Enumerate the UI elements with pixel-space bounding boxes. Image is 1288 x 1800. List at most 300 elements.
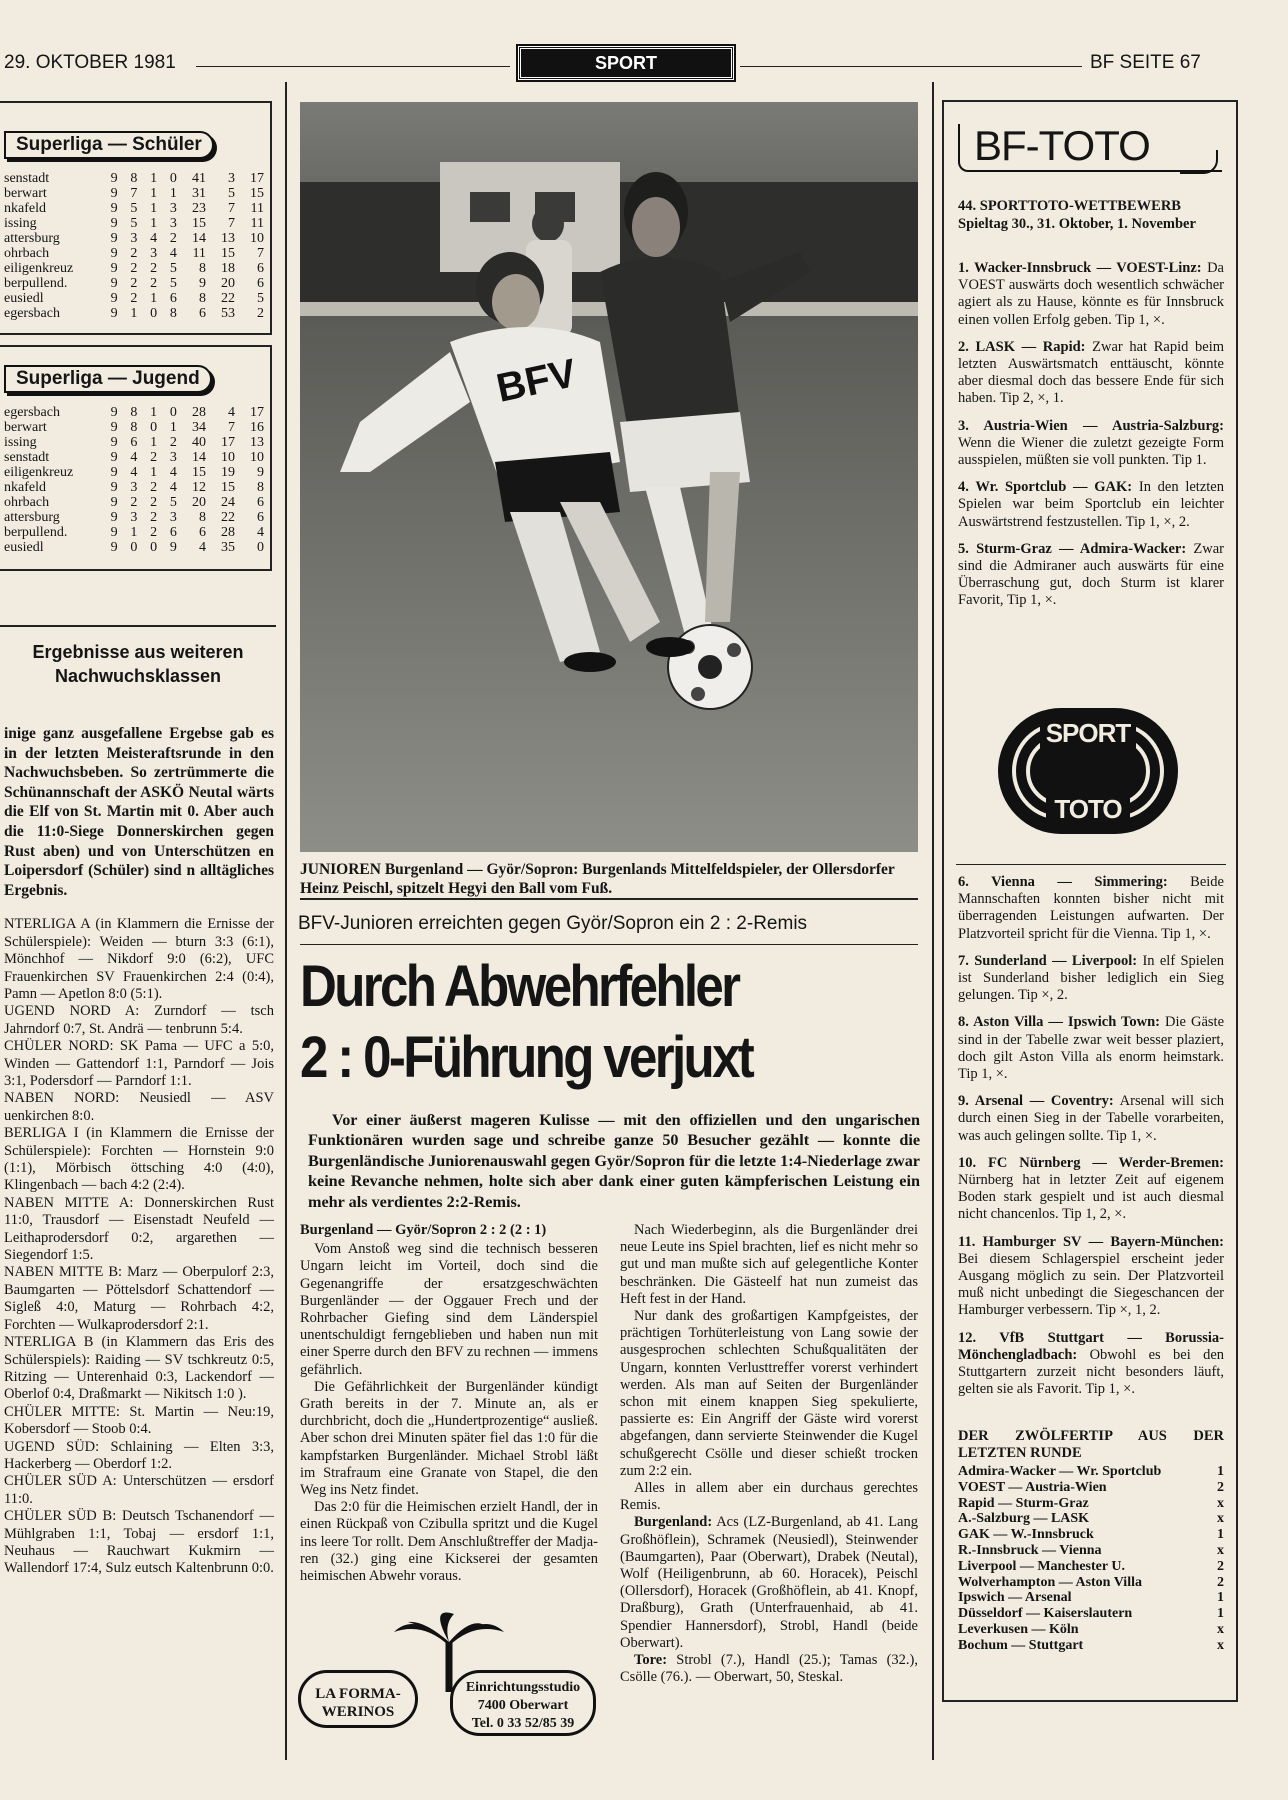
stat-cell: 1 (150, 216, 158, 231)
zwoelfertip-result: 1 (1217, 1464, 1224, 1479)
zwoelfertip-row (958, 1606, 1224, 1622)
zwoelfertip-result: x (1217, 1495, 1224, 1511)
schueler-table-title: Superliga — Schüler (4, 131, 214, 159)
stat-cell: 9 (110, 171, 118, 186)
headline-line-1: Durch Abwehrfehler (300, 954, 739, 1019)
stat-cell: 2 (150, 261, 158, 276)
stat-cell: 20 (220, 276, 235, 291)
stat-cell: 9 (110, 525, 118, 540)
stat-cell: 2 (169, 231, 177, 246)
zwoelfertip-match: Liverpool — Manchester U. (958, 1558, 1125, 1574)
zwoelfertip-row (958, 1590, 1224, 1606)
zwoelfertip-table (958, 1464, 1224, 1654)
tore-paragraph (620, 1652, 918, 1686)
stat-cell: 6 (257, 261, 264, 276)
standings-row (0, 246, 268, 261)
ad-right-badge (450, 1670, 596, 1736)
ad-left-badge (298, 1670, 418, 1728)
header-rule-right (740, 66, 1082, 67)
standings-row (0, 540, 268, 555)
toto-comment: Bei diesem Schlagerspiel erscheint jeder Ausgang möglich zu sein. Der Platzvorteil muß nicht unbedingt die Siegeschancen der Hamburger verbessern. Tip ×, 1, 2. (958, 1250, 1224, 1319)
stat-cell: 9 (110, 276, 118, 291)
stat-cell: 2 (150, 450, 158, 465)
stat-cell: 3 (169, 216, 177, 231)
stat-cell: 2 (150, 525, 158, 540)
stat-cell: 9 (110, 261, 118, 276)
standings-row (0, 480, 268, 495)
stat-cell: 35 (220, 540, 235, 555)
zwoelfertip-row (958, 1496, 1224, 1512)
match-photo-image (300, 102, 918, 852)
toto-subtitle-1: 44. SPORTTOTO-WETTBEWERB (958, 198, 1181, 214)
zwoelfertip-match: Wolverhampton — Aston Villa (958, 1574, 1142, 1590)
stat-cell: 14 (191, 231, 206, 246)
zwoelfertip-row (958, 1511, 1224, 1527)
stat-cell: 9 (110, 510, 118, 525)
team-name: berwart (4, 186, 47, 201)
toto-comment: Obwohl es bei den Stuttgartern zurzeit nicht besonders läuft, gelten sie als Favorit. Tip 1, ×. (958, 1346, 1225, 1398)
zwoelfertip-match: Ipswich — Arsenal (958, 1590, 1072, 1606)
stat-cell: 9 (110, 495, 118, 510)
stat-cell: 1 (130, 306, 138, 321)
stat-cell: 14 (191, 450, 206, 465)
result-paragraph: NABEN MITTE A: Donnerskirchen Rust 11:0, Trausdorf — Eisenstadt Neufeld — Leithaprodersdorf 0:2, argarethen — Siegendorf 1:5. (4, 1194, 274, 1264)
article-column-1 (300, 1222, 598, 1585)
stat-cell: 9 (169, 540, 177, 555)
team-name: attersburg (4, 510, 60, 525)
toto-comment: Da VOEST auswärts doch wesentlich schwächer agiert als zu Hause, könnte es für Innsbruck einen vollen Erfolg geben. Tip 1, ×. (958, 260, 1224, 328)
stat-cell: 8 (198, 510, 206, 525)
result-paragraph: NTERLIGA A (in Klammern die Ernisse der Schülerspiele): Weiden — bturn 3:3 (6:1), Mönchhof — Nikdorf 9:0 (6:2), UFC Frauenkirchen SV Frauenkirchen 2:4 (0:4), Pamn — Apetlon 8:0 (5:1). (4, 916, 274, 1002)
toto-comment: Die Gäste sind in der Tabelle zwar weit besser plaziert, doch gilt Aston Villa als enorm heimstark. Tip 1, ×. (958, 1014, 1225, 1083)
stat-cell: 9 (110, 246, 118, 261)
zwoelfertip-result: 2 (1217, 1558, 1224, 1574)
stat-cell: 3 (130, 480, 138, 495)
stat-cell: 7 (130, 186, 138, 201)
stat-cell: 2 (130, 246, 138, 261)
standings-row (0, 261, 268, 276)
toto-comment: Zwar sind die Admiraner auch auswärts für eine Überraschung gut, doch Sturm ist klarer Favorit, Tip 1, ×. (958, 540, 1224, 609)
zwoelfertip-result: 1 (1217, 1590, 1224, 1606)
stat-cell: 2 (130, 261, 138, 276)
zwoelfertip-match: Admira-Wacker — Wr. Sportclub (958, 1464, 1162, 1479)
left-rule (0, 625, 276, 627)
stat-cell: 4 (169, 465, 177, 480)
toto-match: 10. FC Nürnberg — Werder-Bremen: (958, 1154, 1224, 1171)
stat-cell: 9 (110, 465, 118, 480)
zwoelfertip-result: x (1217, 1637, 1224, 1653)
toto-tip (958, 874, 1224, 943)
stat-cell: 1 (150, 405, 158, 420)
team-name: issing (4, 216, 37, 231)
stat-cell: 8 (130, 405, 138, 420)
team-name: ohrbach (4, 246, 50, 261)
stat-cell: 6 (169, 525, 177, 540)
stat-cell: 4 (130, 465, 138, 480)
stat-cell: 4 (257, 525, 264, 540)
stat-cell: 15 (220, 480, 235, 495)
stat-cell: 2 (130, 291, 138, 306)
stat-cell: 3 (130, 510, 138, 525)
toto-match: 9. Arsenal — Coventry: (958, 1093, 1114, 1110)
stat-cell: 6 (169, 291, 177, 306)
stat-cell: 6 (257, 495, 264, 510)
zwoelfertip-match: A.-Salzburg — LASK (958, 1511, 1090, 1527)
result-paragraph: UGEND SÜD: Schlaining — Elten 3:3, Hackerberg — Oberdorf 1:2. (4, 1438, 274, 1472)
stat-cell: 8 (169, 306, 177, 321)
stat-cell: 34 (191, 420, 206, 435)
zwoelfertip-result: x (1217, 1621, 1224, 1637)
schueler-standings-table (0, 171, 268, 321)
zwoelfertip-result: x (1217, 1542, 1224, 1558)
stat-cell: 6 (257, 510, 264, 525)
stat-cell: 12 (191, 480, 206, 495)
stat-cell: 1 (150, 186, 158, 201)
toto-tips-part-1 (958, 260, 1224, 620)
caption-rule (300, 898, 918, 900)
stat-cell: 0 (169, 405, 177, 420)
team-name: berpullend. (4, 525, 68, 540)
stat-cell: 24 (220, 495, 235, 510)
article-column-2 (620, 1222, 918, 1686)
stat-cell: 10 (220, 450, 235, 465)
article-subhead: Burgenland — Györ/Sopron 2 : 2 (2 : 1) (300, 1222, 547, 1238)
zwoelfertip-match: Rapid — Sturm-Graz (958, 1495, 1089, 1511)
zwoelfertip-row (958, 1543, 1224, 1559)
toto-match: 11. Hamburger SV — Bayern-München: (958, 1233, 1224, 1250)
stat-cell: 3 (169, 510, 177, 525)
toto-tip (958, 418, 1224, 470)
article-lead: Vor einer äußerst mageren Kulisse — mit den offiziellen und den ungarischen Funktionären wurden sage und schreibe ganze 50 Besucher gezählt — konnte die Burgenländische Juniorenauswahl gegen Györ/Sopron für die letzte 1:4-Niederlage zwar keine Revanche nehmen, holte sich aber dank einer guten kämpferischen Leistung ein mehr als verdientes 2:2-Remis. (308, 1111, 920, 1211)
zwoelfertip-match: Bochum — Stuttgart (958, 1637, 1084, 1653)
stat-cell: 11 (250, 201, 264, 216)
zwoelfertip-row (958, 1575, 1224, 1591)
toto-tip (958, 1093, 1224, 1145)
zwoelfertip-result: x (1217, 1511, 1224, 1527)
stat-cell: 5 (130, 201, 138, 216)
jugend-table-title: Superliga — Jugend (4, 365, 212, 393)
stat-cell: 13 (220, 231, 235, 246)
standings-row (0, 420, 268, 435)
stat-cell: 2 (130, 276, 138, 291)
zwoelfertip-row (958, 1622, 1224, 1638)
stat-cell: 3 (227, 171, 235, 186)
sporttoto-logo (998, 708, 1178, 834)
standings-row (0, 186, 268, 201)
stat-cell: 2 (150, 276, 158, 291)
article-paragraph: Das 2:0 für die Heimischen erzielt Handl, der in einen Rückpaß von Czibulla spritzt und die Kugel ins leere Tor rollt. Dem Anschlußtreffer der Madjaren (32.) ging eine Kickserei der gesamten heimischen Abwehr voraus. (300, 1499, 598, 1585)
team-name: eiligenkreuz (4, 465, 74, 480)
stat-cell: 0 (130, 540, 138, 555)
toto-match: 12. VfB Stuttgart — Borussia-Mönchengladbach: (958, 1329, 1224, 1363)
ad-right-line3: Tel. 0 33 52/85 39 (471, 1716, 575, 1731)
standings-row (0, 291, 268, 306)
stat-cell: 5 (169, 261, 177, 276)
result-paragraph: UGEND NORD A: Zurndorf — tsch Jahrndorf 0:7, St. Andrä — tenbrunn 5:4. (4, 1003, 274, 1037)
article-col2-paragraphs (620, 1222, 918, 1514)
toto-comment: Wenn die Wiener die zuletzt gezeigte Form ausspielen, müßten sie voll punkten. Tip 1. (958, 434, 1224, 469)
stat-cell: 23 (191, 201, 206, 216)
stat-cell: 9 (110, 480, 118, 495)
standings-row (0, 450, 268, 465)
toto-comment: Nürnberg hat in letzter Zeit auf eigenem Boden stark gespielt und ist auch diesmal nicht chancenlos. Tip 1, 2, ×. (958, 1172, 1224, 1223)
sporttoto-logo-bottom: TOTO (1046, 794, 1130, 824)
stat-cell: 5 (227, 186, 235, 201)
toto-tip (958, 1330, 1224, 1399)
stat-cell: 28 (220, 525, 235, 540)
stat-cell: 1 (169, 420, 177, 435)
stat-cell: 8 (257, 480, 264, 495)
toto-comment: Arsenal will sich durch einen Sieg in der Tabelle vorarbeiten, was auch gelingen sollte. Tip 1, ×. (958, 1093, 1225, 1144)
standings-row (0, 231, 268, 246)
stat-cell: 5 (169, 276, 177, 291)
stat-cell: 1 (150, 435, 158, 450)
zwoelfertip-row (958, 1480, 1224, 1496)
result-paragraph: BERLIGA I (in Klammern die Ernisse der Schülerspiele): Forchten — Hornstein 9:0 (1:1), Mörbisch öttsching 4:0 (4:0), Klingenbach — bach 4:2 (2:4). (4, 1125, 274, 1194)
zwoelfertip-result: 1 (1217, 1606, 1224, 1622)
team-name: berpullend. (4, 276, 68, 291)
toto-comment: In elf Spielen ist Sunderland bisher lediglich ein Sieg gelungen. Tip ×, 2. (958, 952, 1224, 1004)
stat-cell: 19 (220, 465, 235, 480)
stat-cell: 10 (250, 231, 264, 246)
team-name: nkafeld (4, 201, 46, 216)
result-paragraph: NTERLIGA B (in Klammern das Eris des Schülerspiels): Raiding — SV tschkreutz 0:5, Ritzing — Unterenhaid 0:3, Lackendorf — Oberlof 0:4, Draßmarkt — Nikitsch 1:0 ). (4, 1334, 274, 1403)
left-column-text (4, 724, 274, 1578)
team-name: egersbach (4, 306, 60, 321)
team-name: senstadt (4, 450, 50, 465)
lineup-text: Acs (LZ-Burgenland, ab 41. Lang Großhöflein), Schramek (Neusiedl), Steinwender (Baumgarten), Paar (Oberwart), Drabek (Neutal), Wolf (Heiligenbrunn, ab 60. Horacek), Peischl (Ollersdorf), Horacek (Großhöflein, ab 41. Knopf, Draßburg), Grath (Unterfrauenhaid, ab 41. Spendier Hannersdorf), Strobl, Handl (beide Oberwart). (620, 1514, 918, 1651)
match-photo (300, 102, 918, 852)
stat-cell: 9 (110, 435, 118, 450)
lineup-paragraph (620, 1514, 918, 1652)
standings-row (0, 510, 268, 525)
stat-cell: 4 (169, 480, 177, 495)
article-paragraph: Nach Wiederbeginn, als die Burgenländer drei neue Leute ins Spiel brachten, lief es nicht mehr so gut und man mußte sich auf gelegentliche Konter beschränken. Die Gästeelf hat nun zumeist das Heft fest in der Hand. (620, 1222, 918, 1307)
toto-tip (958, 339, 1224, 408)
stat-cell: 4 (150, 231, 158, 246)
stat-cell: 0 (169, 171, 177, 186)
zwoelfertip-title: DER ZWÖLFERTIP AUS DER LETZTEN RUNDE (958, 1428, 1224, 1461)
stat-cell: 2 (169, 435, 177, 450)
team-name: nkafeld (4, 480, 46, 495)
stat-cell: 9 (110, 231, 118, 246)
stat-cell: 9 (110, 540, 118, 555)
stat-cell: 1 (169, 186, 177, 201)
left-heading: Ergebnisse aus weiteren Nachwuchsklassen (32, 642, 244, 686)
stat-cell: 2 (130, 495, 138, 510)
stat-cell: 8 (198, 261, 206, 276)
stat-cell: 3 (150, 246, 158, 261)
sporttoto-logo-top: SPORT (1040, 718, 1136, 748)
standings-row (0, 171, 268, 186)
standings-row (0, 495, 268, 510)
result-paragraph: CHÜLER NORD: SK Pama — UFC a 5:0, Winden — Gattendorf 1:1, Parndorf — Jois 3:1, Podersdorf — Parndorf 1:1. (4, 1038, 274, 1089)
stat-cell: 22 (220, 291, 235, 306)
stat-cell: 5 (169, 495, 177, 510)
zwoelfertip-match: R.-Innsbruck — Vienna (958, 1542, 1102, 1558)
result-paragraph: CHÜLER SÜD A: Unterschützen — ersdorf 11:0. (4, 1473, 274, 1507)
stat-cell: 2 (150, 510, 158, 525)
stat-cell: 4 (169, 246, 177, 261)
stat-cell: 15 (191, 216, 206, 231)
toto-tip (958, 1014, 1224, 1083)
stat-cell: 9 (110, 291, 118, 306)
toto-box (942, 100, 1238, 1702)
stat-cell: 40 (191, 435, 206, 450)
stat-cell: 7 (227, 420, 235, 435)
column-rule-right (932, 82, 934, 1760)
toto-tips-part-2 (958, 874, 1224, 1408)
stat-cell: 13 (250, 435, 264, 450)
stat-cell: 9 (110, 405, 118, 420)
stat-cell: 1 (150, 171, 158, 186)
stat-cell: 28 (191, 405, 206, 420)
toto-match: 3. Austria-Wien — Austria-Salzburg: (958, 417, 1224, 434)
stat-cell: 4 (227, 405, 235, 420)
stat-cell: 3 (169, 201, 177, 216)
toto-tip (958, 1234, 1224, 1320)
jugend-table-box (0, 345, 272, 571)
team-name: eusiedl (4, 291, 44, 306)
team-name: eiligenkreuz (4, 261, 74, 276)
toto-match: 8. Aston Villa — Ipswich Town: (958, 1014, 1160, 1031)
stat-cell: 8 (130, 171, 138, 186)
stat-cell: 2 (150, 495, 158, 510)
team-name: eusiedl (4, 540, 44, 555)
stat-cell: 7 (227, 216, 235, 231)
stat-cell: 18 (220, 261, 235, 276)
schueler-table-box (0, 101, 272, 335)
stat-cell: 9 (257, 465, 264, 480)
page-number: BF SEITE 67 (1090, 52, 1201, 73)
stat-cell: 6 (257, 276, 264, 291)
toto-comment: Beide Mannschaften konnten bisher nicht mit überragenden Leistungen aufwarten. Der Platzvorteil spricht für die Vienna. Tip 1, ×. (958, 874, 1224, 942)
zwoelfertip-row (958, 1464, 1224, 1480)
toto-match: 5. Sturm-Graz — Admira-Wacker: (958, 540, 1187, 557)
issue-date: 29. OKTOBER 1981 (4, 52, 176, 73)
standings-row (0, 435, 268, 450)
stat-cell: 2 (150, 480, 158, 495)
standings-row (0, 405, 268, 420)
team-name: attersburg (4, 231, 60, 246)
stat-cell: 0 (150, 306, 158, 321)
stat-cell: 15 (220, 246, 235, 261)
stat-cell: 17 (250, 405, 264, 420)
zwoelfertip-match: Düsseldorf — Kaiserslautern (958, 1606, 1133, 1622)
toto-title-curl (1180, 150, 1218, 174)
stat-cell: 15 (191, 465, 206, 480)
stat-cell: 6 (130, 435, 138, 450)
section-label: SPORT (518, 46, 734, 80)
stat-cell: 3 (130, 231, 138, 246)
article-paragraph: Nur dank des großartigen Kampfgeistes, der prächtigen Torhüterleistung von Lang sowie der ausgesprochen schlechten Schußqualitäten der Ungarn, konnten Verlusttreffer vorerst verhindert werden. Als man auf Seiten der Burgenländer schon mit einem knappen Sieg spekulierte, passierte es: Ein Angriff der Gäste wird vorerst abgefangen, dann servierte Steinwender die Kugel schußgerecht Csölle und dieser schießt trocken zum 2:2 ein. (620, 1308, 918, 1479)
stat-cell: 4 (198, 540, 206, 555)
stat-cell: 0 (150, 420, 158, 435)
stat-cell: 9 (110, 420, 118, 435)
left-results (4, 916, 274, 1577)
stat-cell: 1 (150, 465, 158, 480)
stat-cell: 9 (198, 276, 206, 291)
zwoelfertip-row (958, 1527, 1224, 1543)
zwoelfertip-match: GAK — W.-Innsbruck (958, 1527, 1094, 1543)
toto-tip (958, 479, 1224, 531)
stat-cell: 8 (198, 291, 206, 306)
ad-left-line2: WERINOS (321, 1704, 395, 1720)
kicker-rule (300, 944, 918, 945)
toto-tip (958, 953, 1224, 1005)
standings-row (0, 276, 268, 291)
toto-match: 6. Vienna — Simmering: (958, 874, 1168, 890)
stat-cell: 1 (130, 525, 138, 540)
article-kicker: BFV-Junioren erreichten gegen Györ/Sopron ein 2 : 2-Remis (298, 913, 808, 934)
tore-text: Strobl (7.), Handl (25.); Tamas (32.), Csölle (76.). — Oberwart, 50, Steskal. (620, 1652, 919, 1686)
zwoelfertip-row (958, 1559, 1224, 1575)
stat-cell: 7 (227, 201, 235, 216)
stat-cell: 22 (220, 510, 235, 525)
stat-cell: 16 (250, 420, 264, 435)
standings-row (0, 216, 268, 231)
stat-cell: 4 (130, 450, 138, 465)
stat-cell: 0 (257, 540, 264, 555)
result-paragraph: NABEN NORD: Neusiedl — ASV uenkirchen 8:0. (4, 1090, 274, 1124)
stat-cell: 53 (220, 306, 235, 321)
article-paragraph: Die Gefährlichkeit der Burgenländer kündigt Grath bereits in der 7. Minute an, als er durchbricht, doch die „Hundertprozentige“ ausließ. Aber schon drei Minuten später fiel das 1:0 für die kampfstarken Burgenländer. Michael Strobl läßt im Strafraum eine Granate von Stapel, die den Weg ins Netz findet. (300, 1378, 598, 1499)
zwoelfertip-match: VOEST — Austria-Wien (958, 1479, 1107, 1495)
lineup-label: Burgenland: (634, 1514, 713, 1531)
stat-cell: 17 (250, 171, 264, 186)
stat-cell: 7 (257, 246, 264, 261)
stat-cell: 11 (192, 246, 206, 261)
standings-row (0, 201, 268, 216)
stat-cell: 11 (250, 216, 264, 231)
team-name: ohrbach (4, 495, 50, 510)
zwoelfertip-result: 1 (1217, 1527, 1224, 1543)
toto-comment: In den letzten Spielen war beim Sportclub ein leichter Auswärtstrend festzustellen. Tip 1, ×, 2. (958, 479, 1224, 530)
stat-cell: 9 (110, 216, 118, 231)
toto-match: 4. Wr. Sportclub — GAK: (958, 479, 1133, 496)
team-name: berwart (4, 420, 47, 435)
standings-row (0, 306, 268, 321)
zwoelfertip-result: 2 (1217, 1574, 1224, 1590)
result-paragraph: CHÜLER MITTE: St. Martin — Neu:19, Kobersdorf — Stoob 0:4. (4, 1403, 274, 1438)
stat-cell: 17 (220, 435, 235, 450)
toto-mid-rule (956, 864, 1226, 865)
stat-cell: 0 (150, 540, 158, 555)
toto-tip (958, 260, 1224, 329)
standings-row (0, 465, 268, 480)
article-col1-paragraphs (300, 1241, 598, 1585)
photo-jersey-text: BFV (492, 351, 581, 411)
article-paragraph: Vom Anstoß weg sind die technisch besseren Ungarn leicht im Vorteil, doch sind die Gegenangriffe der ersatzgeschwächten Burgenländer — der Oggauer Frech und der Rohrbacher Giefing sind dem Länderspiel unentschuldigt ferngeblieben und haben nun mit einer Sperre durch den BFV zu rechnen — immens gefährlich. (300, 1241, 598, 1378)
toto-match: 7. Sunderland — Liverpool: (958, 952, 1138, 969)
standings-row (0, 525, 268, 540)
stat-cell: 9 (110, 306, 118, 321)
advertisement (298, 1612, 598, 1740)
left-intro: inige ganz ausgefallene Ergebse gab es in der letzten Meisteraftsrunde in den Nachwuchsbeben. So zertrümmerte die Schünannschaft der ASKÖ Neutal wärts die Elf von St. Martin mit 0. Aber auch die 11:0-Siege Donnerskirchen gegen Rust aben) und von Unterschützen en Loipersdorf (Schüler) sind n alltägliches Ergebnis. (4, 725, 274, 899)
stat-cell: 6 (198, 306, 206, 321)
stat-cell: 6 (198, 525, 206, 540)
stat-cell: 9 (110, 201, 118, 216)
stat-cell: 3 (169, 450, 177, 465)
result-paragraph: NABEN MITTE B: Marz — Oberpulorf 2:3, Baumgarten — Pöttelsdorf Schattendorf — Sigleß 4:0, Maturg — Rohrbach 4:2, Forchten — Wulkaprodersdorf 2:1. (4, 1264, 274, 1333)
stat-cell: 20 (191, 495, 206, 510)
headline-line-2: 2 : 0-Führung verjuxt (300, 1025, 753, 1090)
stat-cell: 1 (150, 291, 158, 306)
stat-cell: 2 (257, 306, 264, 321)
toto-tip (958, 541, 1224, 610)
stat-cell: 31 (191, 186, 206, 201)
ad-right-line1: Einrichtungsstudio (465, 1680, 581, 1695)
